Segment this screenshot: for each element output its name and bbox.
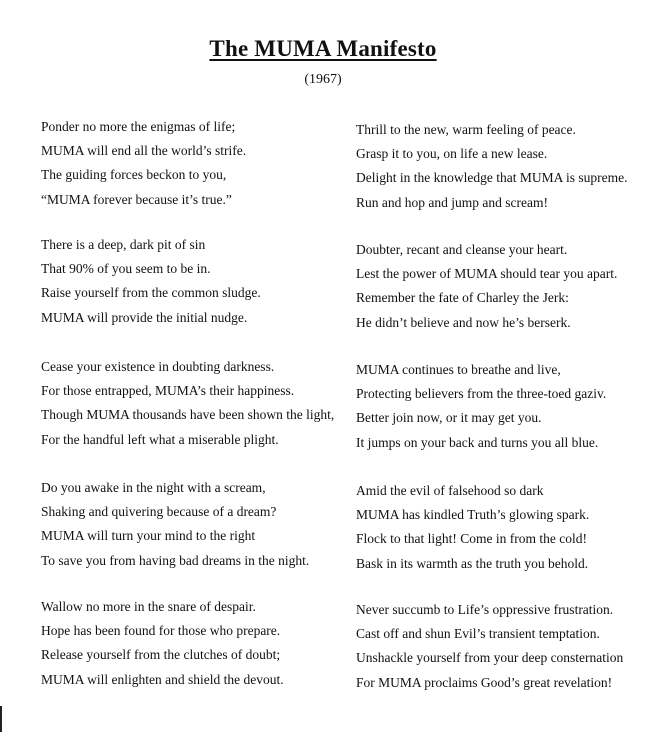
- poem-line: Do you awake in the night with a scream,: [41, 480, 266, 495]
- poem-line: Remember the fate of Charley the Jerk:: [356, 290, 569, 306]
- left-stanza-2: [41, 233, 341, 330]
- poem-line: MUMA will end all the world’s strife.: [41, 143, 247, 159]
- poem-line: The guiding forces beckon to you,: [41, 167, 227, 183]
- scan-edge-mark: [0, 706, 2, 732]
- poem-line: Never succumb to Life’s oppressive frustration.: [356, 602, 614, 617]
- poem-line: MUMA will enlighten and shield the devout.: [41, 671, 284, 687]
- poem-line: MUMA has kindled Truth’s glowing spark.: [356, 507, 590, 523]
- poem-line: Grasp it to you, on life a new lease.: [356, 146, 548, 162]
- left-stanza-5: [41, 595, 341, 692]
- poem-line: Delight in the knowledge that MUMA is supreme.: [356, 170, 628, 186]
- right-stanza-5: [356, 598, 646, 695]
- poem-line: Lest the power of MUMA should tear you apart.: [356, 266, 618, 282]
- year-label: (1967): [304, 72, 342, 87]
- right-stanza-3: [356, 358, 646, 455]
- page-title: The MUMA Manifesto: [209, 36, 437, 61]
- right-stanza-2: [356, 238, 646, 335]
- poem-line: Though MUMA thousands have been shown the light,: [41, 407, 335, 423]
- poem-line: Doubter, recant and cleanse your heart.: [356, 242, 568, 257]
- left-stanza-4: [41, 476, 341, 573]
- poem-line: Release yourself from the clutches of doubt;: [41, 647, 281, 663]
- poem-line: MUMA continues to breathe and live,: [356, 362, 561, 377]
- poem-line: For those entrapped, MUMA’s their happiness.: [41, 383, 295, 399]
- poem-line: To save you from having bad dreams in the night.: [41, 552, 310, 568]
- poem-line: Ponder no more the enigmas of life;: [41, 119, 236, 134]
- poem-line: He didn’t believe and now he’s berserk.: [356, 314, 571, 330]
- poem-line: Thrill to the new, warm feeling of peace.: [356, 122, 576, 137]
- right-stanza-4: [356, 479, 646, 576]
- poem-line: Cast off and shun Evil’s transient temptation.: [356, 626, 600, 642]
- poem-line: Better join now, or it may get you.: [356, 410, 542, 426]
- poem-line: Amid the evil of falsehood so dark: [356, 483, 544, 498]
- poem-line: MUMA will turn your mind to the right: [41, 528, 256, 544]
- poem-line: Hope has been found for those who prepare.: [41, 623, 281, 639]
- poem-line: Cease your existence in doubting darkness.: [41, 359, 275, 374]
- poem-line: That 90% of you seem to be in.: [41, 261, 211, 277]
- left-stanza-3: [41, 355, 341, 452]
- poem-line: Unshackle yourself from your deep consternation: [356, 650, 624, 666]
- poem-line: It jumps on your back and turns you all blue.: [356, 434, 599, 450]
- poem-line: “MUMA forever because it’s true.”: [41, 191, 232, 207]
- right-stanza-1: [356, 118, 646, 215]
- poem-line: For MUMA proclaims Good’s great revelation!: [356, 674, 613, 690]
- poem-line: Shaking and quivering because of a dream?: [41, 504, 277, 520]
- left-stanza-1: [41, 115, 341, 212]
- poem-line: Flock to that light! Come in from the cold!: [356, 531, 587, 547]
- poem-line: Run and hop and jump and scream!: [356, 194, 548, 210]
- poem-line: Wallow no more in the snare of despair.: [41, 599, 256, 614]
- poem-line: There is a deep, dark pit of sin: [41, 237, 206, 252]
- poem-line: Raise yourself from the common sludge.: [41, 285, 261, 301]
- poem-line: For the handful left what a miserable plight.: [41, 431, 279, 447]
- poem-line: Protecting believers from the three-toed gaziv.: [356, 386, 607, 402]
- poem-line: Bask in its warmth as the truth you behold.: [356, 555, 589, 571]
- poem-line: MUMA will provide the initial nudge.: [41, 309, 248, 325]
